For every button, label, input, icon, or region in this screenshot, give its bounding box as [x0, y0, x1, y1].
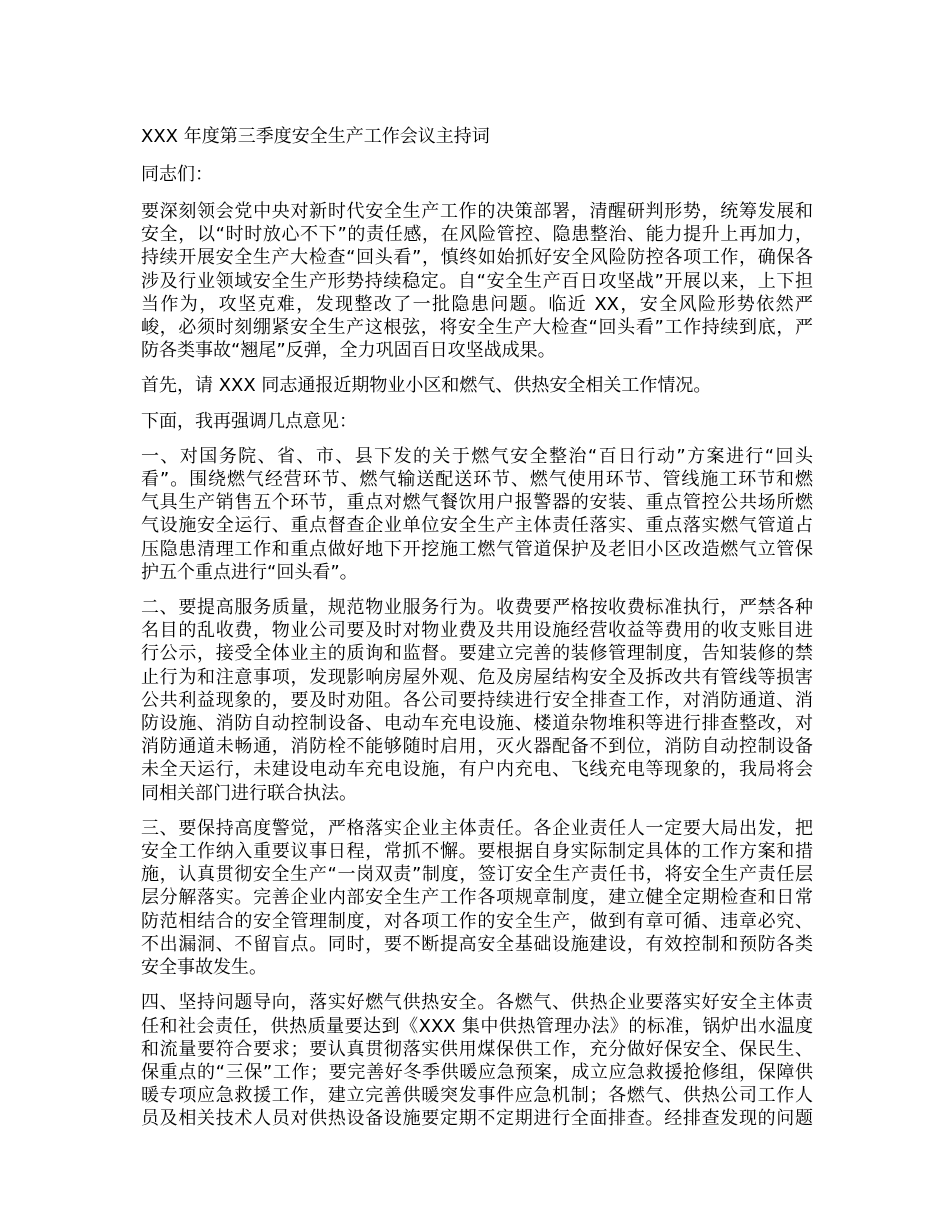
paragraph	[141, 445, 813, 584]
paragraph-line: 施，认真贯彻安全生产“一岗双责”制度，签订安全生产责任书，将安全生产责任层	[141, 864, 813, 886]
paragraph-line: 涉及行业领域安全生产形势持续稳定。自“安全生产百日攻坚战”开展以来，上下担	[141, 270, 813, 292]
paragraph-line: 护五个重点进行“回头看”。	[141, 561, 358, 583]
document-title: XXX 年度第三季度安全生产工作会议主持词	[141, 126, 490, 147]
paragraph-line: 止行为和注意事项，发现影响房屋外观、危及房屋结构安全及拆改共有管线等损害	[141, 666, 813, 688]
paragraph-line: 当作为，攻坚克难，发现整改了一批隐患问题。临近 XX，安全风险形势依然严	[141, 293, 813, 315]
paragraph-line: 持续开展安全生产大检查“回头看”，慎终如始抓好安全风险防控各项工作，确保各	[141, 247, 813, 269]
paragraph-line: 和流量要符合要求；要认真贯彻落实供用煤保供工作，充分做好保安全、保民生、	[141, 1038, 813, 1060]
paragraph-line: 保重点的“三保”工作；要完善好冬季供暖应急预案，成立应急救援抢修组，保障供	[141, 1061, 813, 1083]
salutation: 同志们：	[141, 164, 213, 185]
paragraph-line: 三、要保持高度警觉，严格落实企业主体责任。各企业责任人一定要大局出发，把	[141, 817, 813, 839]
paragraph	[141, 410, 813, 433]
paragraph	[141, 817, 813, 979]
paragraph-line: 峻，必须时刻绷紧安全生产这根弦，将安全生产大检查“回头看”工作持续到底，严	[141, 317, 813, 339]
paragraph-line: 安全事故发生。	[141, 957, 267, 979]
paragraph-line: 要深刻领会党中央对新时代安全生产工作的决策部署，清醒研判形势，统筹发展和	[141, 201, 813, 222]
paragraph-line: 行公示，接受全体业主的质询和监督。要建立完善的装修管理制度，告知装修的禁	[141, 643, 813, 665]
paragraph-line: 名目的乱收费，物业公司要及时对物业费及共用设施经营收益等费用的收支账目进	[141, 620, 813, 642]
paragraph-line: 四、坚持问题导向，落实好燃气供热安全。各燃气、供热企业要落实好安全主体责	[141, 992, 813, 1014]
paragraph-line: 任和社会责任，供热质量要达到《XXX 集中供热管理办法》的标准，锅炉出水温度	[141, 1015, 813, 1037]
paragraph	[141, 991, 813, 1130]
paragraph-line: 一、对国务院、省、市、县下发的关于燃气安全整治“百日行动”方案进行“回头	[141, 445, 813, 467]
paragraph-line: 下面，我再强调几点意见：	[141, 410, 357, 432]
paragraph-line: 二、要提高服务质量，规范物业服务行为。收费要严格按收费标准执行，严禁各种	[141, 597, 813, 619]
paragraph	[141, 374, 813, 397]
paragraph-line: 首先，请 XXX 同志通报近期物业小区和燃气、供热安全相关工作情况。	[141, 375, 712, 397]
paragraph-line: 气设施安全运行、重点督查企业单位安全生产主体责任落实、重点落实燃气管道占	[141, 515, 813, 537]
paragraph	[141, 596, 813, 805]
document-body	[141, 200, 813, 1131]
paragraph-line: 员及相关技术人员对供热设备设施要定期不定期进行全面排查。经排查发现的问题	[141, 1108, 813, 1130]
paragraph-line: 看”。围绕燃气经营环节、燃气输送配送环节、燃气使用环节、管线施工环节和燃	[141, 469, 813, 491]
paragraph-line: 消防通道未畅通，消防栓不能够随时启用，灭火器配备不到位，消防自动控制设备	[141, 736, 813, 758]
paragraph	[141, 200, 813, 362]
paragraph-line: 不出漏洞、不留盲点。同时，要不断提高安全基础设施建设，有效控制和预防各类	[141, 933, 813, 955]
paragraph-line: 安全，以“时时放心不下”的责任感，在风险管控、隐患整治、能力提升上再加力，	[141, 224, 813, 246]
paragraph-line: 气具生产销售五个环节，重点对燃气餐饮用户报警器的安装、重点管控公共场所燃	[141, 492, 813, 514]
paragraph-line: 安全工作纳入重要议事日程，常抓不懈。要根据自身实际制定具体的工作方案和措	[141, 841, 813, 863]
paragraph-line: 防各类事故“翘尾”反弹，全力巩固百日攻坚战成果。	[141, 340, 556, 362]
paragraph-line: 未全天运行，未建设电动车充电设施，有户内充电、飞线充电等现象的，我局将会	[141, 759, 813, 781]
paragraph-line: 同相关部门进行联合执法。	[141, 782, 357, 804]
paragraph-line: 防设施、消防自动控制设备、电动车充电设施、楼道杂物堆积等进行排查整改，对	[141, 713, 813, 735]
document-page	[141, 124, 813, 1143]
paragraph-line: 防范相结合的安全管理制度，对各项工作的安全生产，做到有章可循、违章必究、	[141, 910, 813, 932]
paragraph-line: 公共利益现象的，要及时劝阻。各公司要持续进行安全排查工作，对消防通道、消	[141, 689, 813, 711]
paragraph-line: 层分解落实。完善企业内部安全生产工作各项规章制度，建立健全定期检查和日常	[141, 887, 813, 909]
paragraph-line: 压隐患清理工作和重点做好地下开挖施工燃气管道保护及老旧小区改造燃气立管保	[141, 538, 813, 560]
paragraph-line: 暖专项应急救援工作，建立完善供暖突发事件应急机制；各燃气、供热公司工作人	[141, 1085, 813, 1107]
